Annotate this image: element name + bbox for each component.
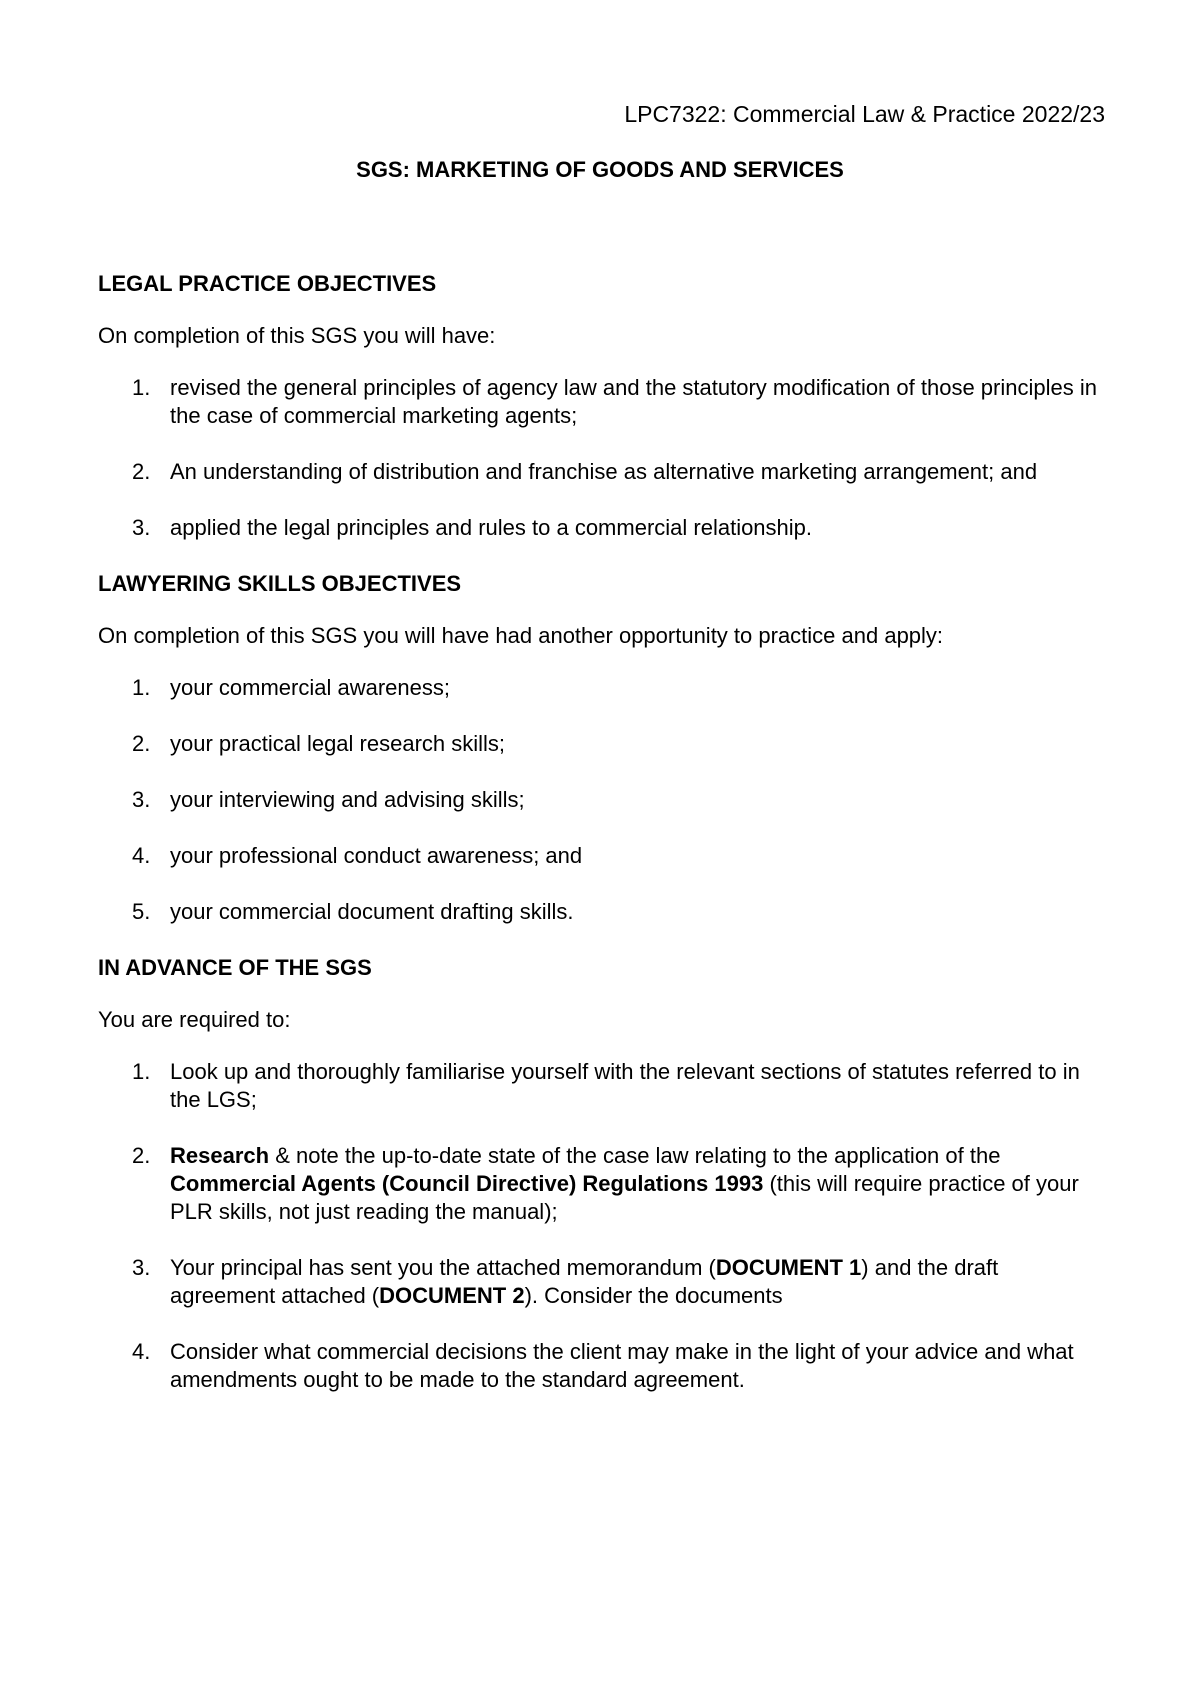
list-number: 1. — [132, 675, 151, 700]
text-run: ) and the draft agreement attached ( — [170, 1255, 999, 1308]
list-number: 2. — [132, 459, 151, 484]
bold-text: DOCUMENT 2 — [379, 1283, 525, 1308]
bold-text: DOCUMENT 1 — [715, 1255, 862, 1280]
list-item-text — [170, 515, 812, 540]
list-number: 1. — [132, 375, 151, 400]
list-item-text — [170, 1339, 1074, 1392]
section-heading: LEGAL PRACTICE OBJECTIVES — [98, 271, 437, 296]
text-run: An understanding of distribution and franchise as alternative marketing arrangement; and — [170, 459, 1038, 484]
list-number: 1. — [132, 1059, 151, 1084]
list-number: 3. — [132, 787, 151, 812]
text-run: (this will require practice of your PLR skills, not just reading the manual); — [170, 1171, 1079, 1224]
list-number: 4. — [132, 1339, 151, 1364]
list-item — [98, 1058, 1108, 1114]
list-item-text — [170, 731, 505, 756]
text-run: applied the legal principles and rules to a commercial relationship. — [170, 515, 813, 540]
list-number: 3. — [132, 1255, 151, 1280]
text-run: your professional conduct awareness; and — [170, 843, 583, 868]
document-body — [98, 270, 1108, 1422]
list-item-text — [170, 459, 1037, 484]
text-run: Your principal has sent you the attached memorandum ( — [170, 1255, 716, 1280]
text-run: & note the up-to-date state of the case law relating to the application of the — [269, 1143, 1001, 1168]
section-intro: On completion of this SGS you will have: — [98, 323, 496, 348]
list-item — [98, 674, 1108, 702]
bold-text: Research — [170, 1143, 270, 1168]
list-item-text — [170, 1255, 998, 1308]
list-item-text — [170, 899, 573, 924]
text-run: ). Consider the documents — [524, 1283, 783, 1308]
list-item — [98, 374, 1108, 430]
list-number: 4. — [132, 843, 151, 868]
list-item-text — [170, 375, 1097, 428]
section-heading: LAWYERING SKILLS OBJECTIVES — [98, 571, 462, 596]
text-run: your commercial document drafting skills. — [170, 899, 574, 924]
course-header: LPC7322: Commercial Law & Practice 2022/23 — [624, 101, 1105, 127]
bold-text: Commercial Agents (Council Directive) Regulations 1993 — [170, 1171, 764, 1196]
list-item-text — [170, 843, 582, 868]
list-number: 2. — [132, 1143, 151, 1168]
tasks-list — [98, 1058, 1108, 1394]
objectives-list — [98, 374, 1108, 542]
section-in-advance — [98, 954, 1108, 1394]
text-run: your interviewing and advising skills; — [170, 787, 525, 812]
list-item — [98, 1142, 1108, 1226]
list-item — [98, 514, 1108, 542]
text-run: revised the general principles of agency law and the statutory modification of those principles in the case of commercial marketing agents; — [170, 375, 1097, 428]
list-number: 3. — [132, 515, 151, 540]
list-item — [98, 842, 1108, 870]
list-item — [98, 458, 1108, 486]
list-item — [98, 730, 1108, 758]
text-run: your practical legal research skills; — [170, 731, 506, 756]
list-number: 5. — [132, 899, 151, 924]
list-number: 2. — [132, 731, 151, 756]
section-lawyering-skills-objectives — [98, 570, 1108, 926]
list-item-text — [170, 1143, 1079, 1224]
list-item-text — [170, 675, 450, 700]
list-item — [98, 1254, 1108, 1310]
list-item-text — [170, 1059, 1080, 1112]
text-run: your commercial awareness; — [170, 675, 450, 700]
list-item — [98, 1338, 1108, 1394]
list-item-text — [170, 787, 525, 812]
section-legal-practice-objectives — [98, 270, 1108, 542]
list-item — [98, 786, 1108, 814]
section-intro: On completion of this SGS you will have had another opportunity to practice and apply: — [98, 623, 944, 648]
document-title: SGS: MARKETING OF GOODS AND SERVICES — [356, 157, 844, 182]
skills-list — [98, 674, 1108, 926]
text-run: Consider what commercial decisions the client may make in the light of your advice and what amendments ought to be made to the standard agreement. — [170, 1339, 1074, 1392]
list-item — [98, 898, 1108, 926]
section-heading: IN ADVANCE OF THE SGS — [98, 955, 372, 980]
text-run: Look up and thoroughly familiarise yourself with the relevant sections of statutes referred to in the LGS; — [170, 1059, 1080, 1112]
section-intro: You are required to: — [98, 1007, 291, 1032]
